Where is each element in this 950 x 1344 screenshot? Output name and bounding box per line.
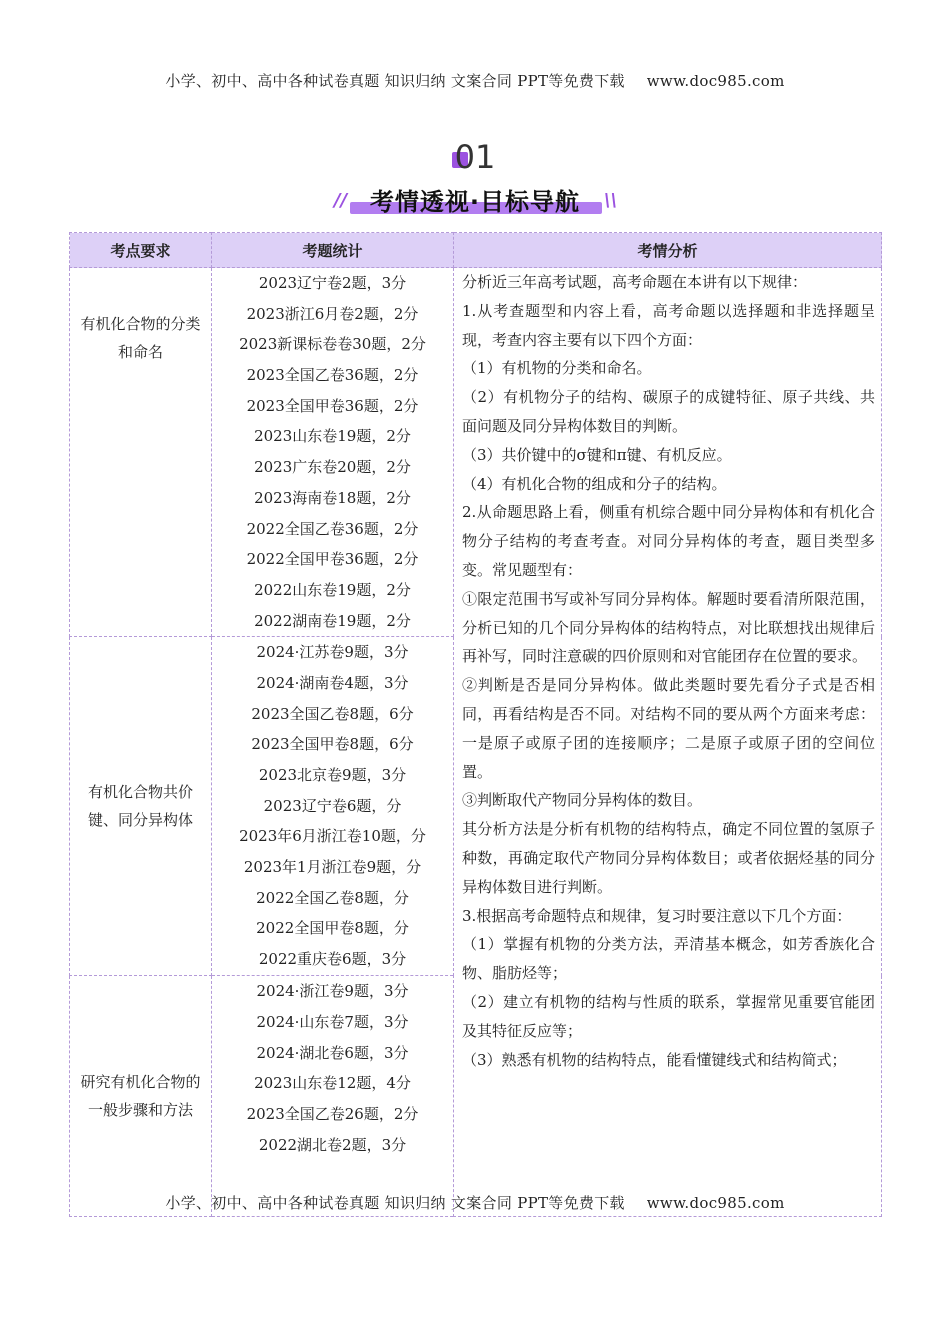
list-item: 2024·江苏卷9题，3分	[256, 643, 409, 662]
page-header	[0, 70, 950, 91]
stats-cell	[212, 268, 454, 637]
analysis-paragraph: ③判断取代产物同分异构体的数目。	[462, 791, 703, 810]
category-label: 有机化合物共价键、同分异构体	[87, 783, 193, 830]
list-item: 2023全国乙卷8题，6分	[251, 704, 414, 723]
table-header-row	[70, 233, 882, 268]
list-item: 2023北京卷9题，3分	[258, 766, 407, 784]
list-item: 2024·湖北卷6题，3分	[256, 1043, 409, 1062]
list-item: 2023山东卷12题，4分	[254, 1074, 411, 1093]
list-item: 2022全国乙卷8题，分	[256, 888, 409, 907]
analysis-paragraph: （3）熟悉有机物的结构特点，能看懂键线式和结构简式；	[462, 1050, 847, 1069]
analysis-paragraph: 1.从考查题型和内容上看，高考命题以选择题和非选择题呈现，考查内容主要有以下四个方面：	[462, 301, 875, 349]
left-slash-icon: //	[334, 190, 348, 211]
list-item: 2023全国乙卷36题，2分	[246, 366, 419, 385]
footer-text: 小学、初中、高中各种试卷真题 知识归纳 文案合同 PPT等免费下载	[165, 1194, 625, 1212]
stats-list	[212, 637, 453, 975]
list-item: 2022全国甲卷36题，2分	[246, 550, 419, 569]
analysis-paragraph: 分析近三年高考试题，高考命题在本讲有以下规律：	[462, 273, 808, 291]
list-item: 2022湖南卷19题，2分	[254, 611, 411, 630]
header-cell-statistics: 考题统计	[212, 233, 454, 268]
analysis-cell	[454, 268, 882, 1217]
section-number: 01	[0, 138, 950, 176]
list-item: 2023全国甲卷8题，6分	[251, 735, 414, 754]
stats-cell	[212, 976, 454, 1217]
exam-analysis-table	[69, 232, 882, 1217]
category-cell	[70, 637, 212, 976]
list-item: 2022全国甲卷8题，分	[256, 919, 409, 938]
list-item: 2023广东卷20题，2分	[254, 458, 411, 477]
footer-site[interactable]: www.doc985.com	[646, 1194, 785, 1212]
analysis-paragraph: （4）有机化合物的组成和分子的结构。	[462, 474, 727, 493]
table-row	[70, 268, 882, 637]
list-item: 2022湖北卷2题，3分	[258, 1135, 407, 1154]
list-item: 2022全国乙卷36题，2分	[246, 519, 419, 538]
analysis-paragraph: （2）建立有机物的结构与性质的联系，掌握常见重要官能团及其特征反应等；	[462, 992, 875, 1040]
list-item: 2023年1月浙江卷9题，分	[243, 858, 422, 877]
analysis-paragraph: （1）有机物的分类和命名。	[462, 359, 652, 378]
section-title-banner	[0, 182, 950, 217]
analysis-paragraph: 其分析方法是分析有机物的结构特点，确定不同位置的氢原子种数，再确定取代产物同分异构体数目；或者依据烃基的同分异构体数目进行判断。	[462, 820, 875, 896]
stats-cell	[212, 637, 454, 976]
stats-list	[212, 976, 453, 1160]
header-cell-analysis: 考情分析	[454, 233, 882, 268]
list-item: 2024·浙江卷9题，3分	[256, 982, 409, 1001]
list-item: 2023新课标卷卷30题，2分	[239, 335, 426, 354]
list-item: 2023辽宁卷2题，3分	[258, 274, 407, 292]
right-slash-icon: \\	[604, 190, 618, 211]
analysis-paragraph: （1）掌握有机物的分类方法，弄清基本概念，如芳香族化合物、脂肪烃等；	[462, 935, 875, 983]
list-item: 2023海南卷18题，2分	[254, 488, 411, 507]
list-item: 2022山东卷19题，2分	[254, 580, 411, 599]
analysis-paragraph: （2）有机物分子的结构、碳原子的成键特征、原子共线、共面问题及同分异构体数目的判断。	[462, 388, 875, 435]
analysis-text	[454, 268, 881, 1074]
header-cell-requirement: 考点要求	[70, 233, 212, 268]
analysis-paragraph: （3）共价键中的σ键和π键、有机反应。	[462, 445, 732, 464]
list-item: 2023全国乙卷26题，2分	[246, 1105, 419, 1123]
header-text: 小学、初中、高中各种试卷真题 知识归纳 文案合同 PPT等免费下载	[165, 72, 625, 90]
list-item: 2022重庆卷6题，3分	[258, 950, 407, 969]
analysis-paragraph: ②判断是否是同分异构体。做此类题时要先看分子式是否相同，再看结构是否不同。对结构不同的要从两个方面来考虑：一是原子或原子团的连接顺序；二是原子或原子团的空间位置。	[462, 676, 875, 781]
list-item: 2023年6月浙江卷10题，分	[239, 827, 426, 846]
analysis-paragraph: ①限定范围书写或补写同分异构体。解题时要看清所限范围，分析已知的几个同分异构体的结构特点，对比联想找出规律后再补写，同时注意碳的四价原则和对官能团存在位置的要求。	[462, 589, 875, 666]
stats-list	[212, 268, 453, 636]
category-label: 研究有机化合物的一般步骤和方法	[80, 1073, 201, 1120]
list-item: 2024·湖南卷4题，3分	[256, 673, 409, 692]
list-item: 2023山东卷19题，2分	[254, 427, 411, 446]
list-item: 2023全国甲卷36题，2分	[246, 396, 419, 415]
category-cell	[70, 268, 212, 637]
list-item: 2023浙江6月卷2题，2分	[246, 304, 419, 323]
section-title: 考情透视·目标导航	[369, 188, 581, 216]
page-footer	[0, 1192, 950, 1213]
category-label: 有机化合物的分类和命名	[80, 315, 201, 361]
header-site[interactable]: www.doc985.com	[646, 72, 785, 90]
category-cell	[70, 976, 212, 1217]
list-item: 2024·山东卷7题，3分	[256, 1012, 409, 1031]
list-item: 2023辽宁卷6题，分	[263, 796, 402, 815]
analysis-paragraph: 2.从命题思路上看，侧重有机综合题中同分异构体和有机化合物分子结构的考查考查。对同分异构体的考查，题目类型多变。常见题型有：	[462, 503, 875, 579]
analysis-paragraph: 3.根据高考命题特点和规律，复习时要注意以下几个方面：	[462, 906, 852, 925]
